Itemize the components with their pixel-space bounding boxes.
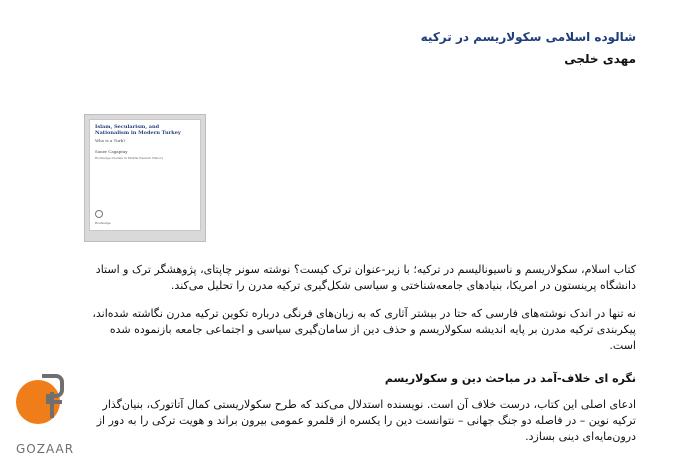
section-heading: نگره ای خلاف-آمد در مباحث دین و سکولاریسم [384,372,636,385]
book-cover-panel [89,119,201,231]
book-cover-image [84,114,206,242]
book-cover-author: Soner Cagaptay [95,149,128,154]
book-cover-title: Islam, Secularism, and Nationalism in Modern Turkey [95,124,181,136]
book-cover-series: Routledge Studies in Middle Eastern History [95,156,164,160]
book-cover-publisher: Routledge [95,221,111,225]
paragraph-context: نه تنها در اندک نوشته‌های فارسی که حتا در بیشتر آثاری که به زبان‌های فرنگی درباره تکوین ترکیه مدرن نگاشته شده‌اند، پیکربندی ترکیه مدرن بر پایه اندیشه سکولاریسم و حذف دین از سامان‌گیری سیاسی و اجتماعی جامعه بازنموده شده است. [92,307,636,352]
gozaar-logo-text: GOZAAR [16,442,75,456]
publisher-logo-icon [95,210,103,218]
paragraph-intro: کتاب اسلام، سکولاریسم و ناسیونالیسم در ترکیه؛ با زیر-عنوان ترک کیست؟ نوشته سونر چاپتای، پژوهشگر ترک و استاد دانشگاه پرینستون در امریکا، بنیادهای جامعه‌شناختی و سیاسی شکل‌گیری ترکیه مدرن را تحلیل می‌کند. [95,263,636,292]
paragraph-main-claim: ادعای اصلی این کتاب، درست خلاف آن است. نویسنده استدلال می‌کند که طرح سکولاریستی کمال آتاتورک، بنیان‌گذار ترکیه نوین – در فاصله دو جنگ جهانی – نتوانست دین را یکسره از قلمرو عمومی بیرون براند و هویت ترکی را به دور از درون‌مایه‌ای دینی بسازد. [96,398,636,443]
article-author: مهدی خلجی [564,52,636,66]
article-title: شالوده اسلامی سکولاریسم در ترکیه [420,30,636,44]
book-cover-subtitle: Who is a Turk? [95,138,126,143]
